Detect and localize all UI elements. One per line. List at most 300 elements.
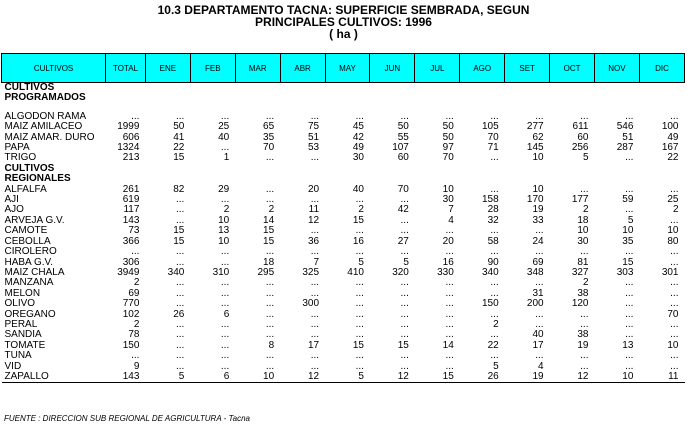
empty-cell	[190, 164, 235, 174]
value-cell: 25	[667, 194, 679, 206]
value-cell: 158	[482, 194, 499, 206]
value-cell: 170	[526, 194, 544, 206]
crop-name-cell: CIROLERO	[4, 246, 57, 258]
value-cell: ...	[265, 152, 275, 164]
value-cell: 18	[577, 214, 589, 226]
value-cell: 10	[218, 214, 230, 226]
value-cell: 770	[122, 298, 140, 310]
value-cell: 200	[526, 298, 544, 310]
value-cell: ...	[355, 360, 364, 372]
value-cell: 90	[487, 256, 499, 268]
value-cell: 50	[397, 121, 409, 133]
value-cell: ...	[670, 360, 679, 372]
value-cell: 97	[442, 142, 454, 154]
value-cell: 80	[667, 235, 679, 247]
column-header-abr: ABR	[280, 54, 325, 83]
value-cell: ...	[310, 194, 320, 206]
value-cell: 7	[448, 204, 454, 216]
value-cell: ...	[355, 350, 364, 362]
value-cell: 2	[493, 318, 499, 330]
value-cell: 32	[487, 214, 499, 226]
value-cell: ...	[265, 360, 275, 372]
value-cell: ...	[670, 183, 679, 195]
value-cell: 45	[352, 121, 364, 133]
value-cell: 22	[487, 339, 499, 351]
value-cell: ...	[445, 318, 454, 330]
value-cell: 366	[122, 235, 140, 247]
value-cell: ...	[310, 329, 320, 341]
value-cell: 50	[442, 121, 454, 133]
value-cell: ...	[220, 246, 230, 258]
value-cell: 2	[133, 277, 140, 289]
section-label: REGIONALES	[4, 173, 71, 185]
value-cell: 2	[672, 204, 679, 216]
value-cell: ...	[310, 277, 320, 289]
value-cell: ...	[265, 110, 275, 122]
empty-cell	[505, 93, 550, 103]
empty-cell	[370, 83, 415, 94]
value-cell: ...	[400, 298, 409, 310]
value-cell: 310	[212, 266, 230, 278]
value-cell: ...	[625, 277, 634, 289]
value-cell: ...	[355, 110, 364, 122]
crop-name-cell: PERAL	[4, 318, 38, 330]
crop-name-cell: PAPA	[4, 142, 30, 154]
value-cell: ...	[670, 350, 679, 362]
value-cell: 42	[397, 204, 409, 216]
value-cell: 619	[122, 194, 140, 206]
value-cell: ...	[445, 298, 454, 310]
value-cell: ...	[220, 142, 230, 154]
value-cell: 22	[667, 152, 679, 164]
value-cell: 15	[397, 339, 409, 351]
value-cell: ...	[400, 225, 409, 237]
value-cell: ...	[355, 298, 364, 310]
value-cell: ...	[445, 350, 454, 362]
value-cell: ...	[490, 277, 499, 289]
value-cell: 100	[661, 121, 679, 133]
crop-name-cell: SANDIA	[4, 329, 42, 341]
value-cell: ...	[400, 110, 409, 122]
empty-cell	[325, 83, 370, 94]
source-note: FUENTE : DIRECCION SUB REGIONAL DE AGRICULTURA - Tacna	[4, 414, 250, 423]
value-cell: ...	[220, 277, 230, 289]
value-cell: 287	[616, 142, 634, 154]
value-cell: 327	[571, 266, 589, 278]
value-cell: ...	[445, 329, 454, 341]
table-row	[2, 372, 685, 383]
value-cell: 53	[307, 142, 320, 154]
table-body	[2, 83, 685, 383]
value-cell: 41	[173, 131, 185, 143]
value-cell: ...	[265, 183, 275, 195]
value-cell: 25	[218, 121, 230, 133]
section-label: CULTIVOS	[4, 162, 55, 174]
value-cell: 611	[572, 121, 589, 133]
value-cell: ...	[625, 350, 634, 362]
value-cell: ...	[176, 204, 185, 216]
value-cell: ...	[355, 318, 364, 330]
value-cell: ...	[670, 256, 679, 268]
value-cell: ...	[176, 298, 185, 310]
value-cell: ...	[310, 110, 320, 122]
value-cell: 26	[173, 308, 185, 320]
value-cell: ...	[580, 308, 589, 320]
value-cell: 49	[667, 131, 679, 143]
value-cell: 38	[577, 329, 589, 341]
value-cell: 35	[263, 131, 275, 143]
value-cell: ...	[220, 194, 230, 206]
value-cell: 5	[582, 152, 589, 164]
empty-cell	[595, 164, 640, 174]
page-title: 10.3 DEPARTAMENTO TACNA: SUPERFICIE SEMBRADA, SEGUN	[157, 3, 530, 17]
empty-cell	[106, 93, 146, 103]
column-header-mar: MAR	[235, 54, 280, 83]
value-cell: 256	[571, 142, 589, 154]
value-cell: ...	[625, 152, 634, 164]
empty-cell	[460, 164, 505, 174]
value-cell: 5	[493, 360, 499, 372]
empty-cell	[460, 93, 505, 103]
value-cell: 14	[442, 339, 454, 351]
value-cell: 15	[263, 235, 275, 247]
empty-cell	[325, 164, 370, 174]
value-cell: ...	[490, 183, 499, 195]
value-cell: ...	[625, 110, 634, 122]
value-cell: ...	[535, 318, 544, 330]
value-cell: ...	[176, 246, 185, 258]
value-cell: ...	[400, 318, 409, 330]
value-cell: 546	[616, 121, 634, 133]
value-cell: 2	[582, 277, 589, 289]
crop-name-cell: MAIZ CHALA	[4, 266, 65, 278]
value-cell: ...	[445, 360, 454, 372]
value-cell: ...	[176, 339, 185, 351]
value-cell: 26	[460, 372, 505, 383]
section-header-row	[2, 83, 685, 94]
value-cell: ...	[625, 246, 634, 258]
value-cell: 2	[268, 204, 275, 216]
value-cell: 4	[538, 360, 544, 372]
empty-cell	[280, 83, 325, 94]
empty-cell	[550, 164, 595, 174]
value-cell: ...	[265, 287, 275, 299]
value-cell: 303	[616, 266, 634, 278]
value-cell: 9	[133, 360, 140, 372]
empty-cell	[639, 83, 684, 94]
value-cell: ...	[265, 277, 275, 289]
crop-name-cell: TOMATE	[4, 339, 46, 351]
section-header-row	[2, 93, 685, 103]
value-cell: 12	[550, 372, 595, 383]
value-cell: 10	[442, 183, 454, 195]
crop-name-cell: ARVEJA G.V.	[4, 214, 65, 226]
value-cell: ...	[625, 329, 634, 341]
value-cell: 70	[667, 308, 679, 320]
value-cell: ...	[445, 246, 454, 258]
value-cell: 51	[622, 131, 634, 143]
value-cell: ...	[580, 360, 589, 372]
value-cell: 22	[173, 142, 185, 154]
empty-cell	[145, 83, 190, 94]
value-cell: ...	[625, 318, 634, 330]
value-cell: 10	[622, 225, 634, 237]
value-cell: 19	[505, 372, 550, 383]
value-cell: 27	[397, 235, 409, 247]
value-cell: ...	[220, 360, 230, 372]
value-cell: ...	[176, 256, 185, 268]
column-header-total: TOTAL	[106, 54, 146, 83]
value-cell: ...	[265, 329, 275, 341]
value-cell: 18	[263, 256, 275, 268]
value-cell: ...	[310, 152, 320, 164]
crop-name-cell: MAIZ AMILACEO	[4, 121, 83, 133]
value-cell: 36	[307, 235, 320, 247]
value-cell: ...	[490, 287, 499, 299]
unit-label: ( ha )	[329, 27, 358, 41]
empty-cell	[370, 164, 415, 174]
value-cell: 58	[487, 235, 499, 247]
value-cell: ...	[176, 194, 185, 206]
value-cell: 29	[218, 183, 230, 195]
value-cell: ...	[535, 110, 544, 122]
value-cell: 330	[437, 266, 454, 278]
value-cell: ...	[625, 204, 634, 216]
value-cell: 4	[448, 214, 454, 226]
value-cell: ...	[176, 360, 185, 372]
value-cell: ...	[400, 329, 409, 341]
value-cell: ...	[625, 183, 634, 195]
value-cell: ...	[580, 110, 589, 122]
value-cell: 75	[307, 121, 320, 133]
value-cell: 15	[415, 372, 460, 383]
value-cell: 102	[122, 308, 140, 320]
value-cell: 410	[347, 266, 364, 278]
value-cell: 340	[167, 266, 185, 278]
empty-cell	[639, 93, 684, 103]
value-cell: 261	[122, 183, 140, 195]
column-header-may: MAY	[325, 54, 370, 83]
value-cell: 143	[122, 214, 140, 226]
value-cell: ...	[355, 246, 364, 258]
empty-cell	[325, 93, 370, 103]
column-header-dic: DIC	[639, 54, 684, 83]
value-cell: ...	[131, 350, 140, 362]
value-cell: ...	[310, 350, 320, 362]
section-label: PROGRAMADOS	[4, 92, 86, 104]
value-cell: 8	[268, 339, 275, 351]
value-cell: 10	[218, 235, 230, 247]
value-cell: ...	[176, 214, 185, 226]
value-cell: 5	[627, 214, 634, 226]
value-cell: 11	[639, 372, 684, 383]
value-cell: 348	[526, 266, 544, 278]
value-cell: 12	[280, 372, 325, 383]
value-cell: ...	[310, 318, 320, 330]
value-cell: 5	[358, 256, 364, 268]
crop-name-cell: AJI	[4, 194, 19, 206]
value-cell: ...	[670, 277, 679, 289]
value-cell: ...	[490, 350, 499, 362]
value-cell: 17	[532, 339, 544, 351]
value-cell: ...	[176, 287, 185, 299]
value-cell: 325	[302, 266, 320, 278]
value-cell: ...	[625, 287, 634, 299]
value-cell: 69	[128, 287, 140, 299]
value-cell: ...	[490, 246, 499, 258]
section-label: CULTIVOS	[4, 82, 55, 93]
value-cell: ...	[580, 350, 589, 362]
value-cell: 2	[358, 204, 364, 216]
value-cell: 1324	[117, 142, 140, 154]
crop-name-cell: ALFALFA	[4, 183, 47, 195]
value-cell: ...	[355, 329, 364, 341]
crop-name-cell: MANZANA	[4, 277, 54, 289]
value-cell: ...	[490, 152, 499, 164]
value-cell: ...	[400, 308, 409, 320]
value-cell: ...	[265, 350, 275, 362]
value-cell: 20	[307, 183, 320, 195]
value-cell: ...	[400, 246, 409, 258]
column-header-cultivos: CULTIVOS	[2, 54, 106, 83]
table-row	[2, 153, 685, 163]
value-cell: ...	[625, 298, 634, 310]
table-row	[2, 247, 685, 257]
value-cell: ...	[310, 287, 320, 299]
column-header-oct: OCT	[550, 54, 595, 83]
value-cell: 107	[392, 142, 409, 154]
column-header-jul: JUL	[415, 54, 460, 83]
value-cell: ...	[176, 350, 185, 362]
value-cell: 49	[352, 142, 364, 154]
value-cell: ...	[131, 110, 140, 122]
value-cell: 40	[352, 183, 364, 195]
empty-cell	[106, 83, 146, 94]
value-cell: ...	[535, 277, 544, 289]
value-cell: 306	[122, 256, 140, 268]
value-cell: 19	[577, 339, 589, 351]
value-cell: 2	[223, 204, 230, 216]
value-cell: 14	[263, 214, 275, 226]
value-cell: 65	[263, 121, 275, 133]
value-cell: ...	[400, 360, 409, 372]
section-header-row	[2, 164, 685, 174]
value-cell: 70	[397, 183, 409, 195]
value-cell: ...	[355, 194, 364, 206]
value-cell: 42	[352, 131, 364, 143]
value-cell: ...	[490, 225, 499, 237]
empty-cell	[145, 93, 190, 103]
value-cell: 81	[577, 256, 589, 268]
value-cell: ...	[670, 246, 679, 258]
value-cell: 3949	[117, 266, 140, 278]
value-cell: 2	[133, 318, 140, 330]
crop-name-cell: OLIVO	[4, 298, 36, 310]
value-cell: ...	[400, 194, 409, 206]
value-cell: ...	[220, 256, 230, 268]
column-header-ene: ENE	[145, 54, 190, 83]
value-cell: 15	[173, 235, 185, 247]
value-cell: ...	[176, 318, 185, 330]
column-header-jun: JUN	[370, 54, 415, 83]
value-cell: 15	[622, 256, 634, 268]
value-cell: ...	[220, 350, 230, 362]
value-cell: 82	[173, 183, 185, 195]
crop-name-cell: HABA G.V.	[4, 256, 54, 268]
empty-cell	[280, 93, 325, 103]
value-cell: ...	[670, 318, 679, 330]
value-cell: 13	[622, 339, 634, 351]
value-cell: 300	[302, 298, 320, 310]
empty-cell	[190, 93, 235, 103]
value-cell: 15	[173, 225, 185, 237]
value-cell: ...	[535, 350, 544, 362]
value-cell: 24	[532, 235, 544, 247]
value-cell: 15	[263, 225, 275, 237]
value-cell: 10	[235, 372, 280, 383]
value-cell: ...	[535, 246, 544, 258]
value-cell: 7	[313, 256, 320, 268]
value-cell: ...	[176, 277, 185, 289]
value-cell: 31	[532, 287, 544, 299]
value-cell: ...	[131, 246, 140, 258]
value-cell: 78	[128, 329, 140, 341]
value-cell: ...	[625, 360, 634, 372]
value-cell: ...	[310, 246, 320, 258]
value-cell: ...	[445, 287, 454, 299]
value-cell: 10	[532, 152, 544, 164]
value-cell: ...	[400, 214, 409, 226]
value-cell: 320	[392, 266, 409, 278]
empty-cell	[639, 164, 684, 174]
value-cell: 2	[582, 204, 589, 216]
empty-cell	[415, 164, 460, 174]
value-cell: ...	[670, 329, 679, 341]
value-cell: 51	[307, 131, 320, 143]
value-cell: ...	[265, 194, 275, 206]
crop-name-cell: TRIGO	[4, 152, 37, 164]
value-cell: ...	[580, 318, 589, 330]
empty-cell	[106, 104, 146, 112]
value-cell: 1	[223, 152, 230, 164]
value-cell: 62	[532, 131, 544, 143]
value-cell: 295	[257, 266, 275, 278]
value-cell: 143	[106, 372, 146, 383]
empty-cell	[595, 83, 640, 94]
value-cell: 301	[661, 266, 679, 278]
value-cell: 1999	[117, 121, 140, 133]
value-cell: ...	[580, 246, 589, 258]
empty-cell	[550, 93, 595, 103]
value-cell: 73	[128, 225, 140, 237]
value-cell: ...	[176, 110, 185, 122]
value-cell: ...	[445, 277, 454, 289]
crop-name-cell: TUNA	[4, 350, 32, 362]
value-cell: 30	[442, 194, 454, 206]
value-cell: 70	[263, 142, 275, 154]
value-cell: ...	[310, 225, 320, 237]
value-cell: ...	[265, 318, 275, 330]
empty-cell	[235, 83, 280, 94]
empty-cell	[505, 83, 550, 94]
value-cell: ...	[220, 298, 230, 310]
value-cell: 10	[667, 225, 679, 237]
value-cell: 6	[190, 372, 235, 383]
crop-name-cell: ZAPALLO	[2, 372, 106, 383]
value-cell: 20	[442, 235, 454, 247]
column-header-nov: NOV	[595, 54, 640, 83]
value-cell: 340	[482, 266, 499, 278]
